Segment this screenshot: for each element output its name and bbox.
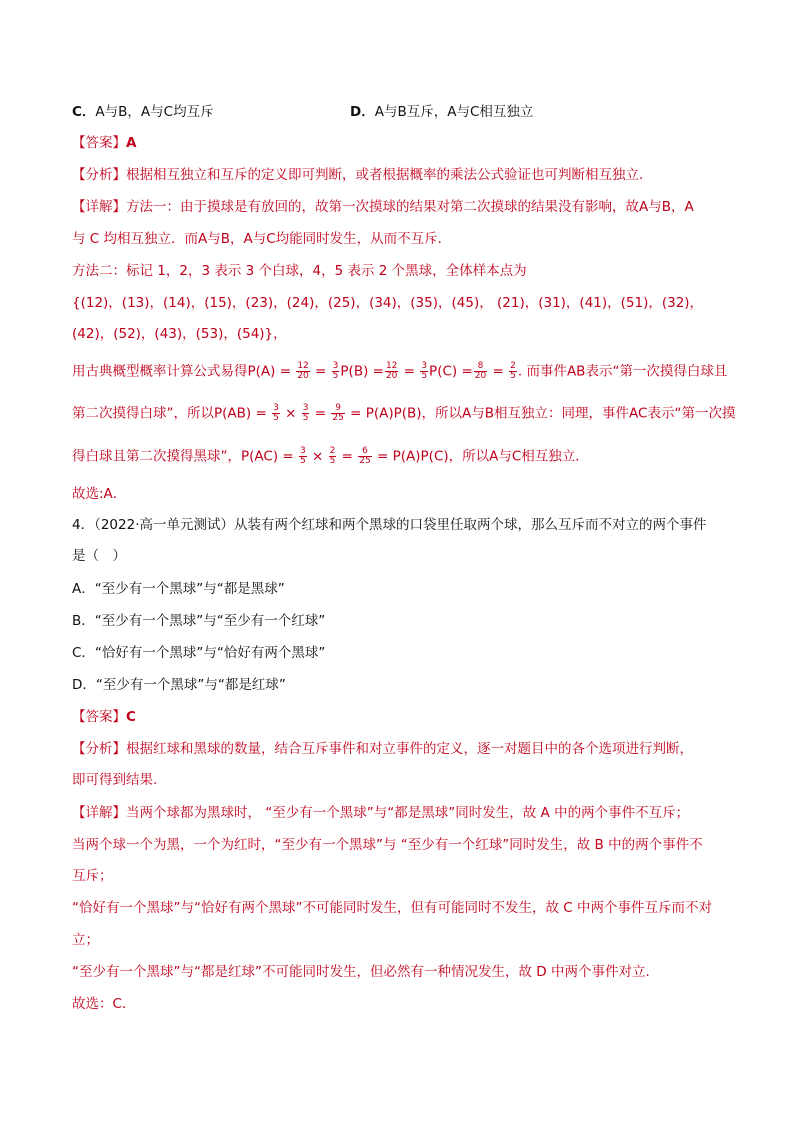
q3-analysis-line xyxy=(72,166,643,184)
q3-ac-text-a: 得白球且第二次摸得黑球”，P(AC) = xyxy=(72,448,294,465)
q3-ab-text-a: 第二次摸得白球”，所以P(AB) = xyxy=(72,405,267,422)
q3-prob-text-a: 用古典概型概率计算公式易得P(A) = xyxy=(72,363,292,380)
q3-answer: A xyxy=(126,135,137,151)
fraction-3-5-b: $\frac{3}{5}$ xyxy=(421,361,428,381)
q3-option-c-text: A与B，A与C均互斥 xyxy=(95,104,214,120)
q4-detail-tag: 【详解】 xyxy=(72,805,126,821)
q4-option-c: C．“恰好有一个黑球”与“恰好有两个黑球” xyxy=(72,645,326,661)
q4-detail-line3: 互斥； xyxy=(72,868,113,884)
q3-option-d-label: D． xyxy=(350,104,375,120)
fraction-3-5: $\frac{3}{5}$ xyxy=(332,361,339,381)
q3-options-row xyxy=(72,103,214,121)
q3-prob-text-d: . 而事件AB表示“第一次摸得白球且 xyxy=(517,363,728,380)
q3-method2-line: 方法二：标记 1，2，3 表示 3 个白球，4，5 表示 2 个黑球，全体样本点为 xyxy=(72,263,527,279)
q3-prob-text-b: P(B) = xyxy=(340,363,384,380)
fraction-8-20: $\frac{8}{20}$ xyxy=(474,361,487,381)
q3-option-c-label: C． xyxy=(72,104,96,120)
fraction-3-5-d: $\frac{3}{5}$ xyxy=(302,403,309,423)
q3-conclusion: 故选:A． xyxy=(72,486,127,502)
q3-answer-tag: 【答案】 xyxy=(72,135,126,151)
q4-answer: C xyxy=(126,709,136,725)
fraction-9-25: $\frac{9}{25}$ xyxy=(332,403,344,423)
q4-option-a: A．“至少有一个黑球”与“都是黑球” xyxy=(72,581,285,597)
q4-detail-line1 xyxy=(72,804,689,822)
q4-detail-line4: “恰好有一个黑球”与“恰好有两个黑球”不可能同时发生，但有可能同时不发生，故 C 中两个事件互斥而不对 xyxy=(72,900,712,916)
q3-ac-line: 得白球且第二次摸得黑球”，P(AC) = $\frac{3}{5}$ × $\frac{2}{5}$ = $\frac{6}{25}$ = P(A)P(C)，所以A与C相互独立． xyxy=(72,446,589,466)
fraction-3-5-c: $\frac{3}{5}$ xyxy=(273,403,279,423)
q3-detail-text1: 方法一：由于摸球是有放回的，故第一次摸球的结果对第二次摸球的结果没有影响，故A与B，A xyxy=(126,199,694,215)
q3-detail-tag: 【详解】 xyxy=(72,199,126,215)
q4-analysis-line1 xyxy=(72,740,693,758)
q3-probability-line: 用古典概型概率计算公式易得P(A) = $\frac{12}{20}$ = $\frac{3}{5}$ P(B) = $\frac{12}{20}$ = $\frac{3}{5}$ P(C) = $\frac{8}{20}$ = $\frac{2}{5}$ . 而事件AB表示“第一次摸得白球且 xyxy=(72,361,728,381)
q4-analysis-text1: 根据红球和黑球的数量，结合互斥事件和对立事件的定义，逐一对题目中的各个选项进行判断， xyxy=(126,741,693,757)
q4-stem-line2: 是（ ） xyxy=(72,548,126,564)
q4-conclusion: 故选：C． xyxy=(72,996,136,1012)
fraction-2-5-b: $\frac{2}{5}$ xyxy=(329,446,336,466)
q4-detail-line2: 当两个球一个为黑，一个为红时，“至少有一个黑球”与 “至少有一个红球”同时发生，故 B 中的两个事件不 xyxy=(72,837,703,853)
q3-answer-line xyxy=(72,134,136,152)
q4-stem-line1: 4．（2022·高一单元测试）从装有两个红球和两个黑球的口袋里任取两个球，那么互斥而不对立的两个事件 xyxy=(72,517,707,533)
fraction-12-20: $\frac{12}{20}$ xyxy=(297,361,309,381)
q3-analysis: 根据相互独立和互斥的定义即可判断，或者根据概率的乘法公式验证也可判断相互独立. xyxy=(126,167,644,183)
fraction-2-5: $\frac{2}{5}$ xyxy=(510,361,516,381)
q4-analysis-tag: 【分析】 xyxy=(72,741,126,757)
fraction-12-20-b: $\frac{12}{20}$ xyxy=(385,361,398,381)
fraction-3-5-e: $\frac{3}{5}$ xyxy=(300,446,306,466)
q4-answer-line xyxy=(72,708,136,726)
q3-prob-text-c: P(C) = xyxy=(429,363,473,380)
q3-sample-space-line2: (42)，(52)，(43)，(53)，(54)}， xyxy=(72,326,287,342)
q3-sample-space-line1: {(12)，(13)，(14)，(15)，(23)，(24)，(25)，(34)，(35)，(45)， (21)，(31)，(41)，(51)，(32)， xyxy=(72,295,704,311)
q3-ab-line: 第二次摸得白球”，所以P(AB) = $\frac{3}{5}$ × $\frac{3}{5}$ = $\frac{9}{25}$ = P(A)P(B)，所以A与B相互独立：同理，事件AC表示“第一次摸 xyxy=(72,403,736,423)
q3-detail-line1 xyxy=(72,198,694,216)
q3-ab-text-b: = P(A)P(B)，所以A与B相互独立：同理，事件AC表示“第一次摸 xyxy=(345,405,736,422)
q3-analysis-tag: 【分析】 xyxy=(72,167,126,183)
q3-option-d-text: A与B互斥，A与C相互独立 xyxy=(374,104,534,120)
q4-analysis-line2: 即可得到结果. xyxy=(72,772,158,788)
fraction-6-25: $\frac{6}{25}$ xyxy=(359,446,371,466)
q4-detail-line5: 立； xyxy=(72,932,99,948)
q3-option-d xyxy=(350,103,533,121)
q4-detail-line6: “至少有一个黑球”与“都是红球”不可能同时发生，但必然有一种情况发生，故 D 中两个事件对立． xyxy=(72,964,659,980)
q4-answer-tag: 【答案】 xyxy=(72,709,126,725)
q3-detail-line2: 与 C 均相互独立．而A与B，A与C均能同时发生，从而不互斥． xyxy=(72,231,452,247)
q4-option-d: D．“至少有一个黑球”与“都是红球” xyxy=(72,677,286,693)
q4-detail-text1: 当两个球都为黑球时， “至少有一个黑球”与“都是黑球”同时发生，故 A 中的两个事件不互斥； xyxy=(126,805,690,821)
q3-ac-text-b: = P(A)P(C)，所以A与C相互独立． xyxy=(372,448,589,465)
q4-option-b: B．“至少有一个黑球”与“至少有一个红球” xyxy=(72,613,326,629)
